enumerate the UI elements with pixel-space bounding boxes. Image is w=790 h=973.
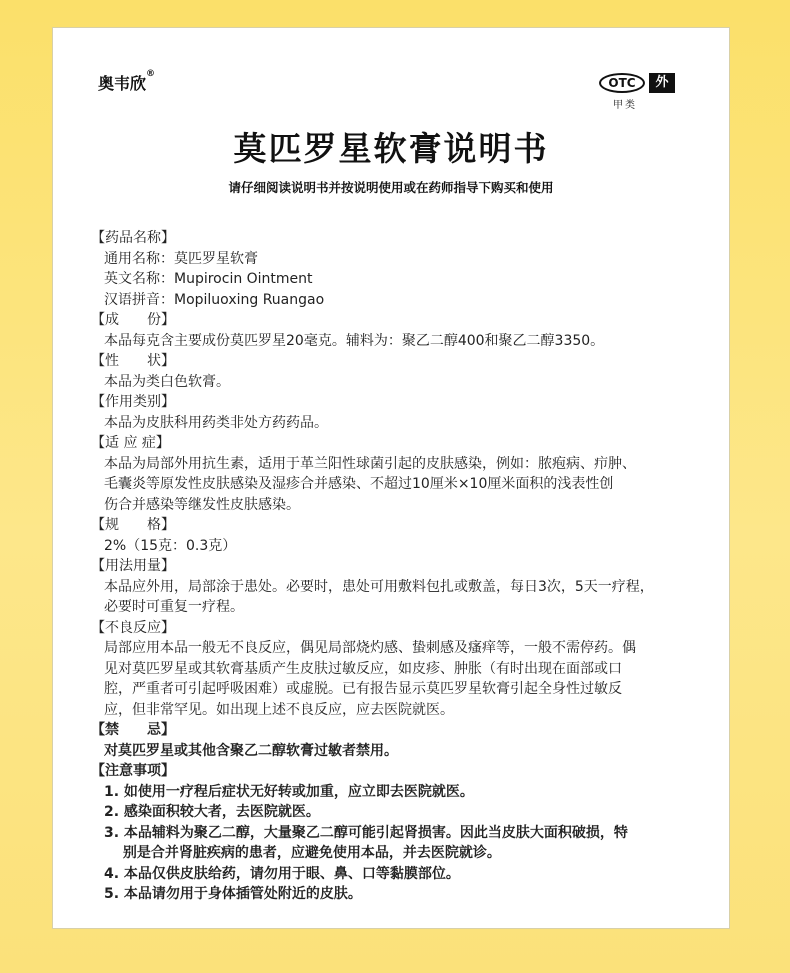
- precaution-item: 3. 本品辅料为聚乙二醇，大量聚乙二醇可能引起肾损害。因此当皮肤大面积破损，特: [104, 824, 628, 841]
- precaution-item: 5. 本品请勿用于身体插管处附近的皮肤。: [104, 886, 362, 902]
- section-line: 本品为类白色软膏。: [104, 373, 230, 390]
- instruction-sheet: [52, 27, 730, 929]
- precaution-item: 1. 如使用一疗程后症状无好转或加重，应立即去医院就医。: [104, 783, 474, 800]
- section-line: 应，但非常罕见。如出现上述不良反应，应去医院就医。: [104, 701, 454, 718]
- otc-type: 外: [649, 73, 675, 93]
- section-heading-composition: 【成 份】: [91, 312, 175, 328]
- section-heading-precautions: 【注意事项】: [91, 763, 175, 779]
- section-line: 英文名称：Mupirocin Ointment: [104, 271, 313, 287]
- section-line: 对莫匹罗星或其他含聚乙二醇软膏过敏者禁用。: [104, 742, 398, 759]
- sections: [91, 228, 701, 905]
- registered-mark: ®: [146, 69, 156, 79]
- otc-badge: [599, 73, 679, 113]
- precaution-item: 别是合并肾脏疾病的患者，应避免使用本品，并去医院就诊。: [104, 845, 501, 861]
- otc-class: 甲类: [613, 100, 637, 111]
- section-line: 腔，严重者可引起呼吸困难）或虚脱。已有报告显示莫匹罗星软膏引起全身性过敏反: [104, 681, 622, 697]
- section-line: 汉语拼音：Mopiluoxing Ruangao: [104, 291, 325, 308]
- section-line: 通用名称：莫匹罗星软膏: [104, 250, 258, 267]
- section-heading-appearance: 【性 状】: [91, 353, 175, 369]
- section-heading-name: 【药品名称】: [91, 230, 175, 246]
- section-line: 必要时可重复一疗程。: [104, 599, 244, 615]
- section-line: 2%（15克：0.3克）: [104, 537, 237, 554]
- section-line: 本品为局部外用抗生素，适用于革兰阳性球菌引起的皮肤感染，例如：脓疱病、疖肿、: [104, 455, 636, 472]
- brand-name: 奥韦欣®: [98, 69, 156, 93]
- section-line: 毛囊炎等原发性皮肤感染及湿疹合并感染、不超过10厘米×10厘米面积的浅表性创: [104, 476, 614, 492]
- section-heading-adverse: 【不良反应】: [91, 619, 175, 636]
- section-line: 局部应用本品一般无不良反应，偶见局部烧灼感、蛰刺感及瘙痒等，一般不需停药。偶: [104, 640, 636, 656]
- section-heading-spec: 【规 格】: [91, 517, 175, 533]
- section-line: 伤合并感染等继发性皮肤感染。: [104, 496, 300, 513]
- section-heading-contra: 【禁 忌】: [91, 722, 175, 738]
- otc-label: OTC: [599, 73, 645, 93]
- precaution-item: 4. 本品仅供皮肤给药，请勿用于眼、鼻、口等黏膜部位。: [104, 865, 460, 882]
- section-line: 见对莫匹罗星或其软膏基质产生皮肤过敏反应，如皮疹、肿胀（有时出现在面部或口: [104, 660, 622, 677]
- precaution-item: 2. 感染面积较大者，去医院就医。: [104, 804, 320, 820]
- page-title: 莫匹罗星软膏说明书: [233, 129, 549, 168]
- section-heading-dosage: 【用法用量】: [91, 558, 175, 574]
- page-subtitle: 请仔细阅读说明书并按说明使用或在药师指导下购买和使用: [228, 180, 554, 195]
- section-heading-category: 【作用类别】: [91, 394, 175, 410]
- section-line: 本品为皮肤科用药类非处方药药品。: [104, 414, 328, 431]
- section-line: 本品应外用，局部涂于患处。必要时，患处可用敷料包扎或敷盖，每日3次，5天一疗程，: [104, 578, 654, 595]
- section-line: 本品每克含主要成份莫匹罗星20毫克。辅料为：聚乙二醇400和聚乙二醇3350。: [104, 332, 605, 349]
- section-heading-indication: 【适 应 症】: [91, 435, 170, 451]
